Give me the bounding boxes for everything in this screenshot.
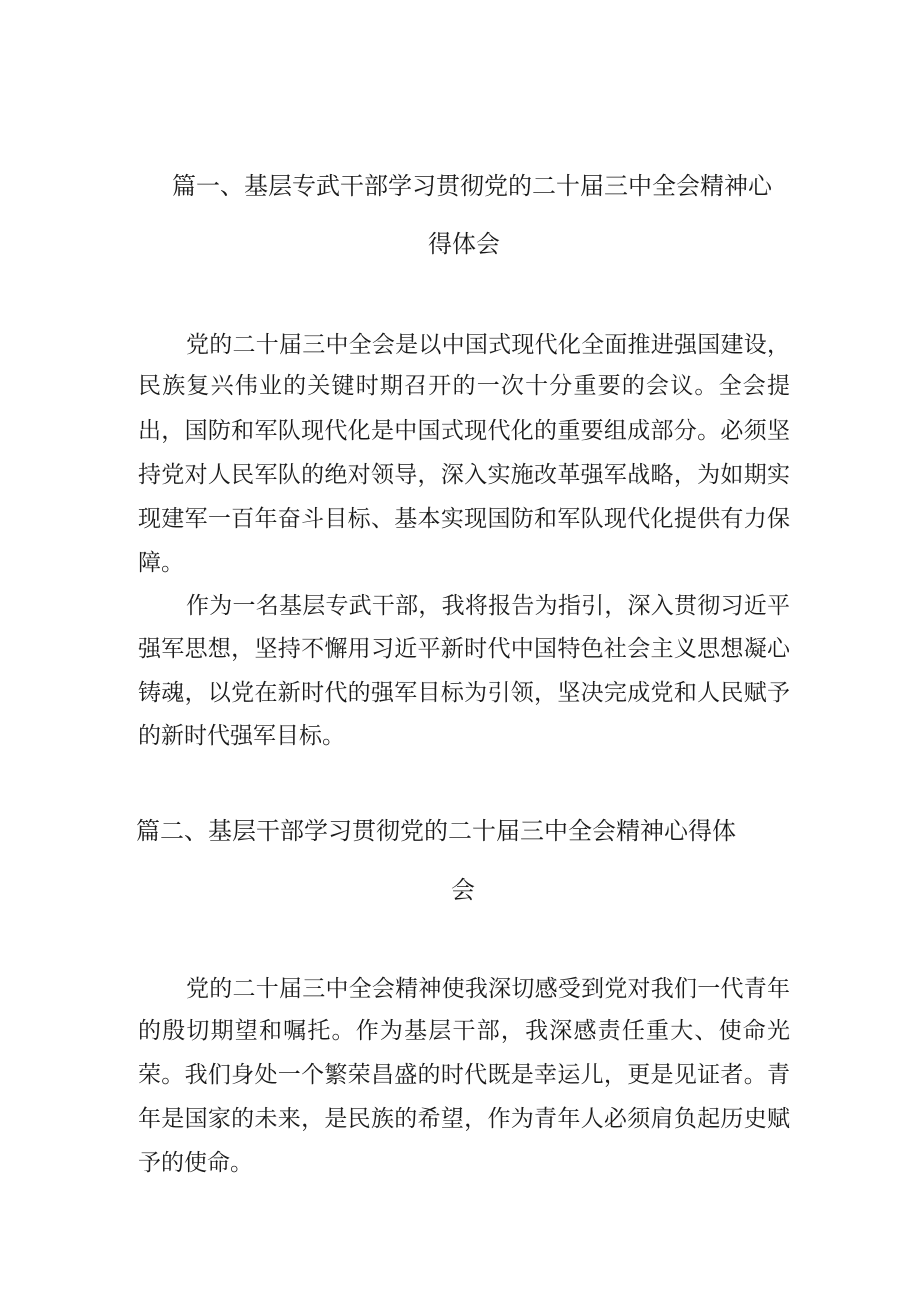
section1-para1-line: 障。 bbox=[138, 550, 184, 576]
section1-para1-line: 出，国防和军队现代化是中国式现代化的重要组成部分。必须坚 bbox=[138, 418, 790, 444]
section1-para2-line: 的新时代强军目标。 bbox=[138, 723, 345, 749]
section2-title-line1: 篇二、基层干部学习贯彻党的二十届三中全会精神心得体 bbox=[136, 817, 736, 845]
section1-title-line2: 得体会 bbox=[428, 230, 500, 258]
section1-para2-line: 铸魂，以党在新时代的强军目标为引领，坚决完成党和人民赋予 bbox=[138, 680, 790, 706]
section1-para1-line: 现建军一百年奋斗目标、基本实现国防和军队现代化提供有力保 bbox=[138, 506, 790, 532]
section1-para2-line: 强军思想，坚持不懈用习近平新时代中国特色社会主义思想凝心 bbox=[138, 636, 790, 662]
section2-para1-line: 党的二十届三中全会精神使我深切感受到党对我们一代青年 bbox=[186, 976, 790, 1002]
section1-para1-line: 党的二十届三中全会是以中国式现代化全面推进强国建设， bbox=[186, 332, 790, 358]
section2-para1-line: 年是国家的未来，是民族的希望，作为青年人必须肩负起历史赋 bbox=[138, 1106, 790, 1132]
section1-para2-line: 作为一名基层专武干部，我将报告为指引，深入贯彻习近平 bbox=[186, 593, 790, 619]
section2-para1-line: 荣。我们身处一个繁荣昌盛的时代既是幸运儿，更是见证者。青 bbox=[138, 1062, 790, 1088]
section2-title-line2: 会 bbox=[451, 876, 475, 904]
section2-para1-line: 予的使命。 bbox=[138, 1150, 253, 1176]
section1-para1-line: 民族复兴伟业的关键时期召开的一次十分重要的会议。全会提 bbox=[138, 373, 790, 399]
section1-title-line1: 篇一、基层专武干部学习贯彻党的二十届三中全会精神心 bbox=[172, 172, 772, 200]
section1-para1-line: 持党对人民军队的绝对领导，深入实施改革强军战略，为如期实 bbox=[138, 462, 790, 488]
section2-para1-line: 的殷切期望和嘱托。作为基层干部，我深感责任重大、使命光 bbox=[138, 1018, 790, 1044]
